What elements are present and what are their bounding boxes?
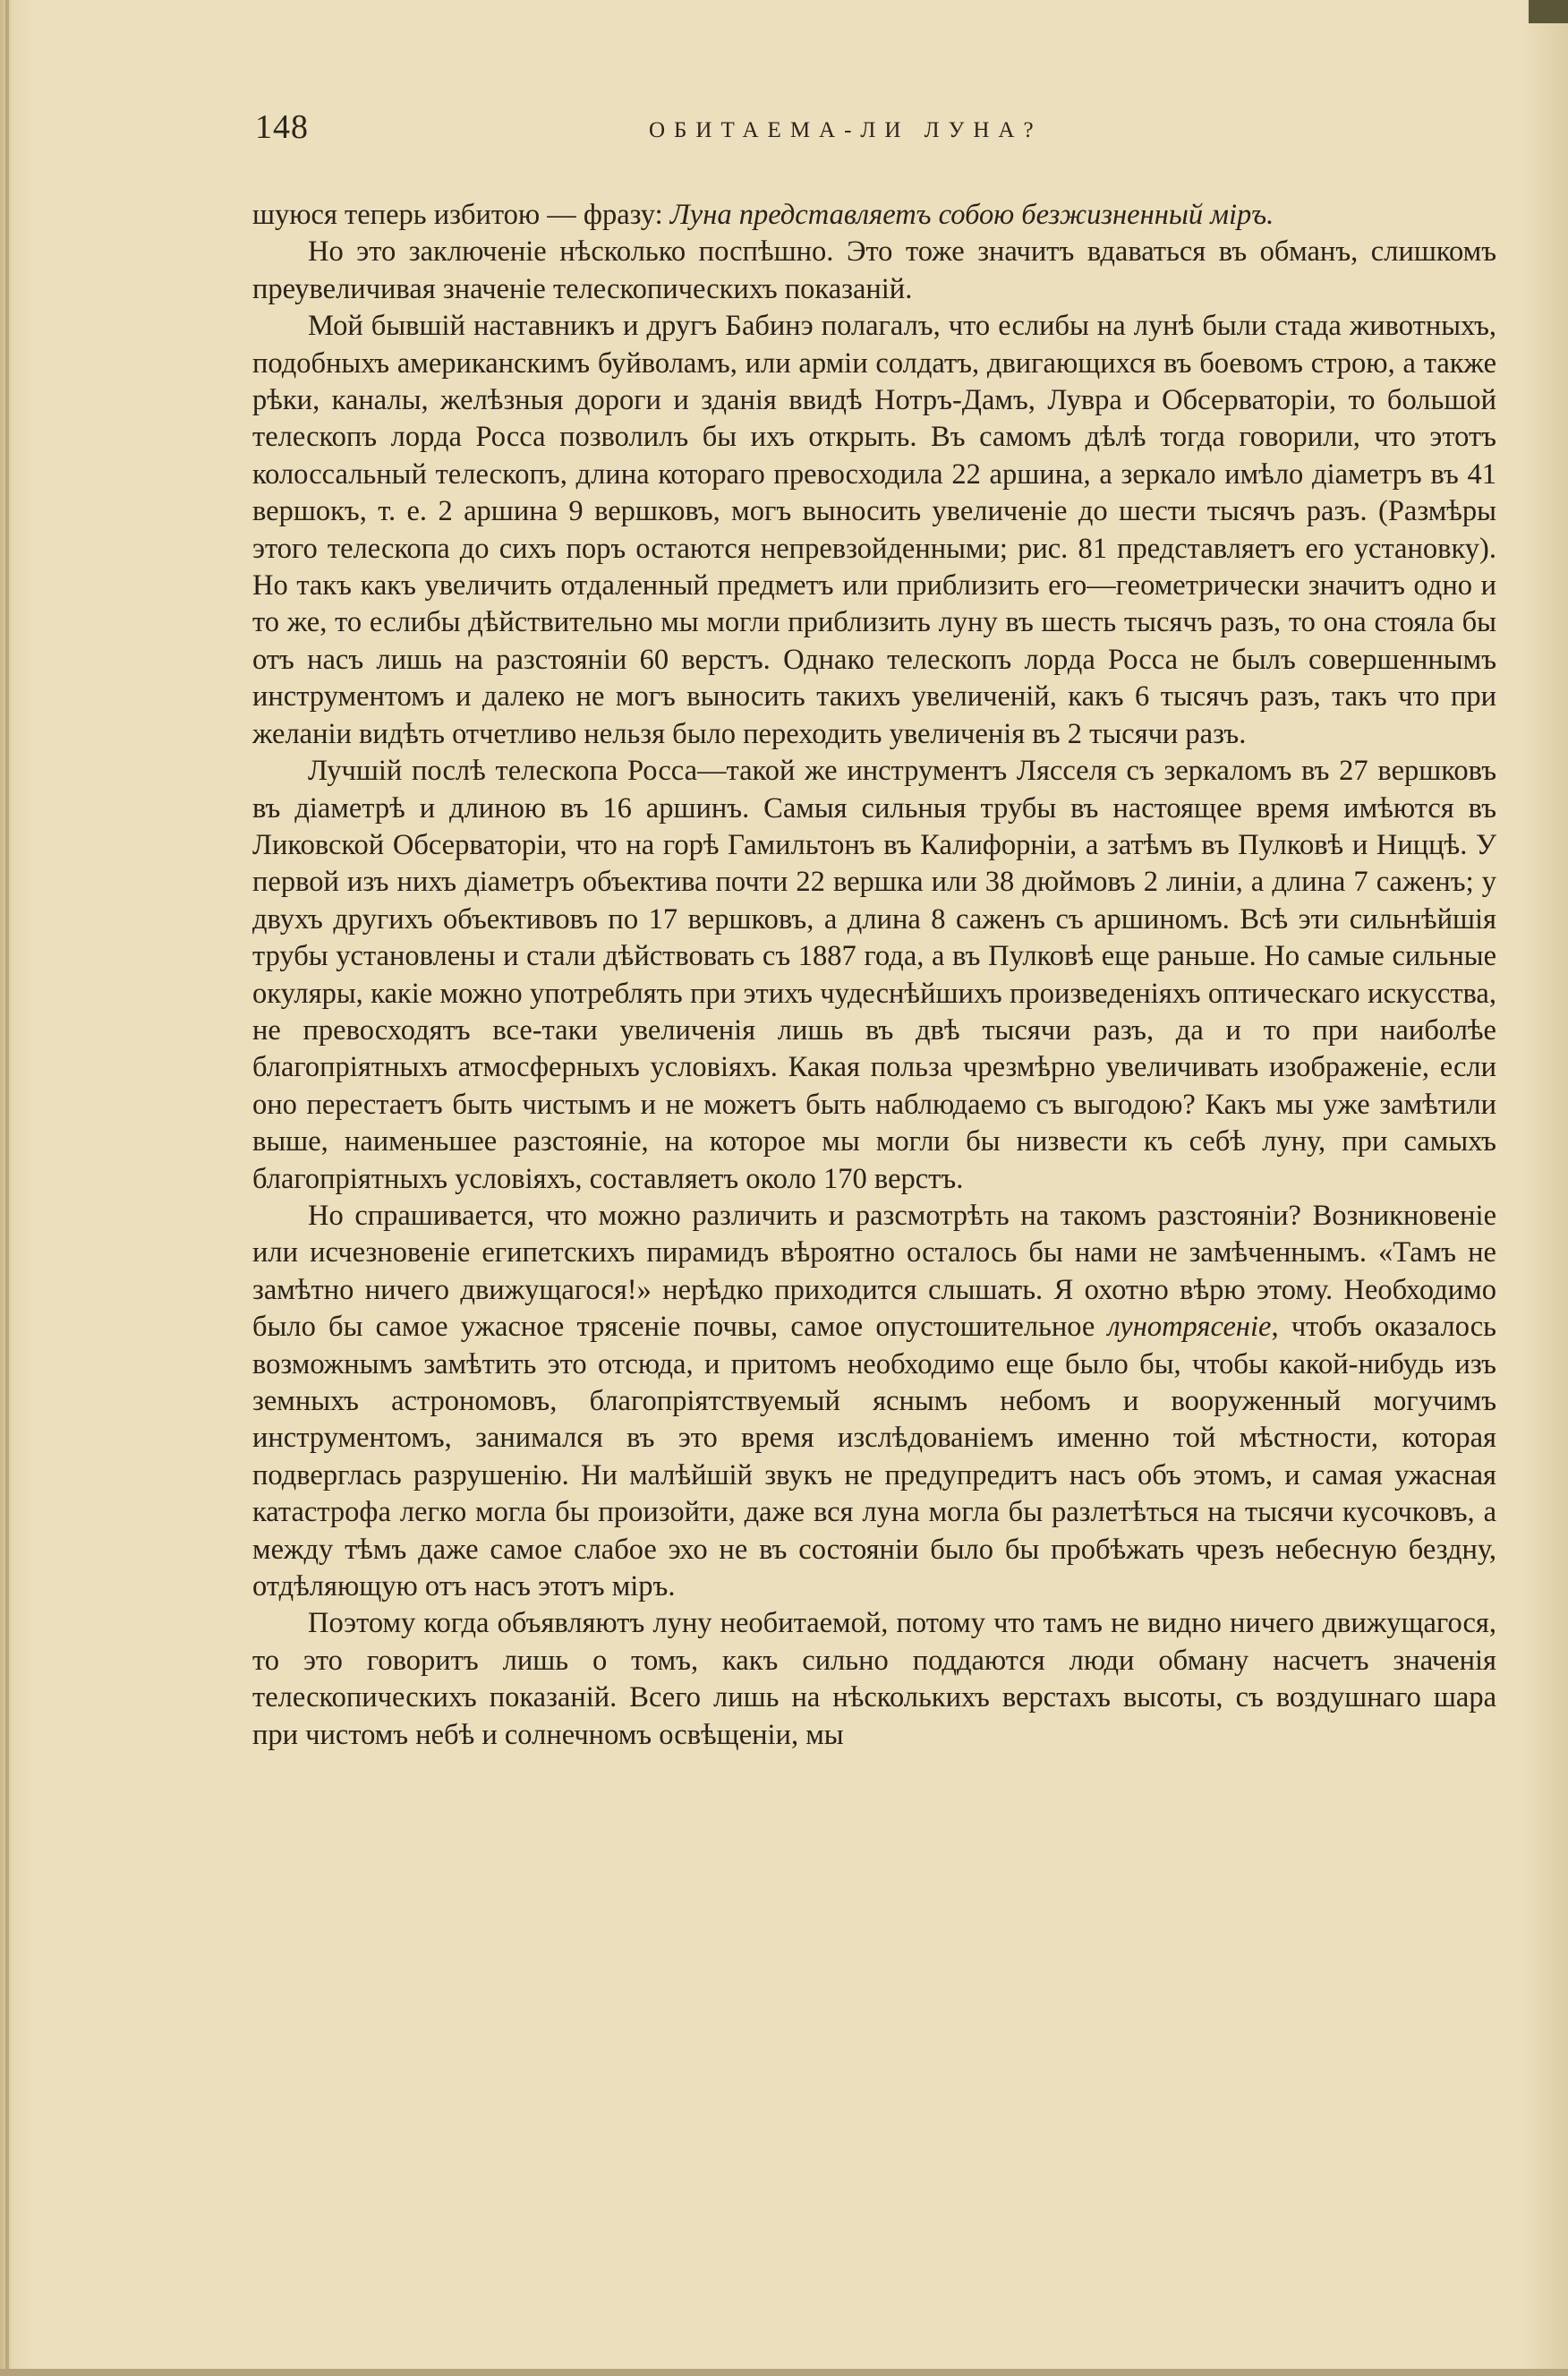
- text-run: , чтобъ оказалось возможнымъ замѣтить это отсюда, и притомъ необходимо еще было бы, чтобы какой-нибудь изъ земныхъ астрономовъ, благопріятствуемый яснымъ небомъ и вооруженный могучимъ инструментомъ, занимался въ это время изслѣдованіемъ именно той мѣстности, которая подверглась разрушенію. Ни малѣйшій звукъ не предупредитъ насъ объ этомъ, и самая ужасная катастрофа легко могла бы произойти, даже вся луна могла бы разлетѣться на тысячи кусочковъ, а между тѣмъ даже самое слабое эхо не въ состояніи было бы пробѣжать чрезъ небесную бездну, отдѣляющую отъ насъ этотъ міръ.: [252, 1311, 1497, 1603]
- text-run: шуюся теперь избитою — фразу:: [252, 199, 670, 231]
- body-text: [252, 197, 1496, 1754]
- paragraph: [252, 197, 1496, 234]
- running-head: [255, 107, 1490, 152]
- paragraph: [252, 1198, 1496, 1605]
- text-run: Поэтому когда объявляютъ луну необитаемой, потому что тамъ не видно ничего движущагося, то это говоритъ лишь о томъ, какъ сильно поддаются люди обману насчетъ значенія телескопическихъ показаній. Всего лишь на нѣсколькихъ верстахъ высоты, съ воздушнаго шара при чистомъ небѣ и солнечномъ освѣщеніи, мы: [252, 1607, 1496, 1751]
- text-run: Но это заключеніе нѣсколько поспѣшно. Это тоже значитъ вдаваться въ обманъ, слишкомъ преувеличивая значеніе телескопическихъ показаній.: [252, 235, 1496, 305]
- paragraph: [252, 1605, 1496, 1754]
- page-number: 148: [255, 108, 309, 146]
- text-run: Лучшій послѣ телескопа Росса—такой же инструментъ Лясселя съ зеркаломъ въ 27 вершковъ въ діаметрѣ и длиною въ 16 аршинъ. Самыя сильныя трубы въ настоящее время имѣются въ Ликовской Обсерваторіи, что на горѣ Гамильтонъ въ Калифорніи, а затѣмъ въ Пулковѣ и Ниццѣ. У первой изъ нихъ діаметръ объектива почти 22 вершка или 38 дюймовъ 2 линіи, а длина 7 саженъ; у двухъ другихъ объективовъ по 17 вершковъ, а длина 8 саженъ съ аршиномъ. Всѣ эти сильнѣйшія трубы установлены и стали дѣйствовать съ 1887 года, а въ Пулковѣ еще раньше. Но самые сильные окуляры, какіе можно употреблять при этихъ чудеснѣйшихъ произведеніяхъ оптическаго искусства, не превосходятъ все-таки увеличенія лишь въ двѣ тысячи разъ, да и то при наиболѣе благопріятныхъ атмосферныхъ условіяхъ. Какая польза чрезмѣрно увеличивать изображеніе, если оно перестаетъ быть чистымъ и не можетъ быть наблюдаемо съ выгодою? Какъ мы уже замѣтили выше, наименьшее разстояніе, на которое мы могли бы низвести къ себѣ луну, при самыхъ благопріятныхъ условіяхъ, составляетъ около 170 верстъ.: [252, 755, 1496, 1195]
- corner-shadow: [1529, 0, 1568, 23]
- bottom-edge: [0, 2369, 1568, 2376]
- text-run: Но спрашивается, что можно различить и разсмотрѣть на такомъ разстояніи? Возникновеніе или исчезновеніе египетскихъ пирамидъ вѣроятно осталось бы нами не замѣченнымъ. «Тамъ не замѣтно ничего движущагося!» нерѣдко приходится слышать. Я охотно вѣрю этому. Необходимо было бы самое ужасное трясеніе почвы, самое опустошительное: [252, 1199, 1496, 1344]
- italic-text: Луна представляетъ собою безжизненный міръ.: [669, 199, 1274, 231]
- running-title: ОБИТАЕМА-ЛИ ЛУНА?: [649, 118, 1043, 142]
- text-run: Мой бывшій наставникъ и другъ Бабинэ полагалъ, что еслибы на лунѣ были стада животныхъ, подобныхъ американскимъ буйволамъ, или арміи солдатъ, двигающихся въ боевомъ строю, а также рѣки, каналы, желѣзныя дороги и зданія ввидѣ Нотръ-Дамъ, Лувра и Обсерваторіи, то большой телескопъ лорда Росса позволилъ бы ихъ открыть. Въ самомъ дѣлѣ тогда говорили, что этотъ колоссальный телескопъ, длина котораго превосходила 22 аршина, а зеркало имѣло діаметръ въ 41 вершокъ, т. е. 2 аршина 9 вершковъ, могъ выносить увеличеніе до шести тысячъ разъ. (Размѣры этого телескопа до сихъ поръ остаются непревзойденными; рис. 81 представляетъ его установку). Но такъ какъ увеличить отдаленный предметъ или приблизить его—геометрически значитъ одно и то же, то еслибы дѣйствительно мы могли приблизить луну въ шесть тысячъ разъ, то она стояла бы отъ насъ лишь на разстояніи 60 верстъ. Однако телескопъ лорда Росса не былъ совершеннымъ инструментомъ и далеко не могъ выносить такихъ увеличеній, какъ 6 тысячъ разъ, такъ что при желаніи видѣть отчетливо нельзя было переходить увеличенія въ 2 тысячи разъ.: [252, 310, 1496, 750]
- paragraph: [252, 308, 1496, 753]
- paragraph: [252, 753, 1496, 1198]
- italic-text: лунотрясеніе: [1107, 1311, 1272, 1344]
- binding-gutter: [5, 0, 9, 2376]
- paragraph: [252, 234, 1496, 308]
